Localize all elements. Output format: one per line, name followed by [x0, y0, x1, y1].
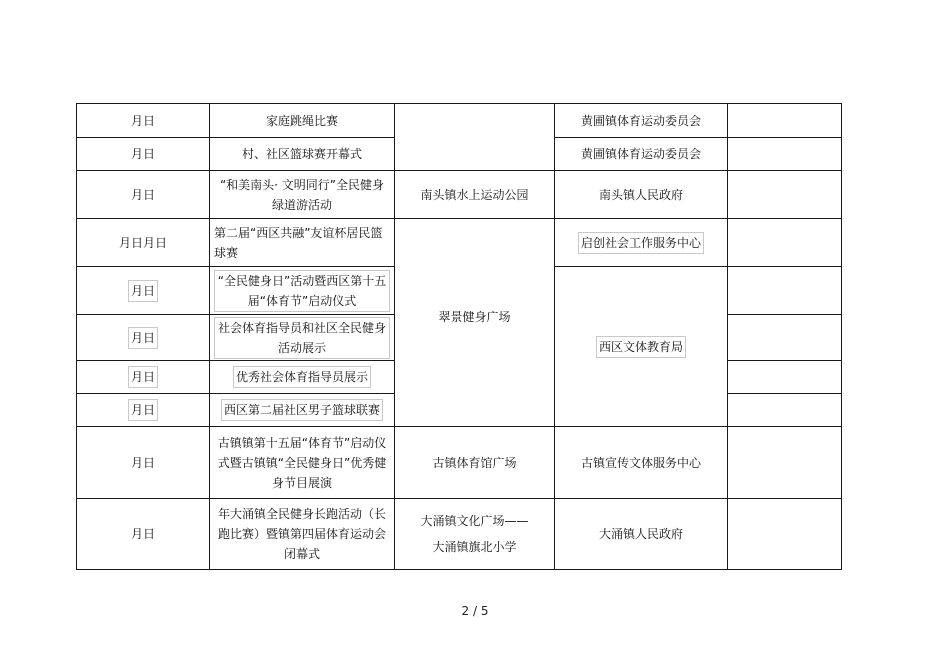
- event-text: 第二届“西区共融”友谊杯居民篮球赛: [214, 225, 383, 260]
- table-row: [77, 104, 842, 138]
- date-text: 月日: [130, 147, 155, 161]
- table-row: [77, 171, 842, 219]
- organizer-text: 西区文体教育局: [596, 336, 686, 358]
- event-text: 年大涌镇全民健身长跑活动（长跑比赛）暨镇第四届体育运动会闭幕式: [217, 507, 386, 561]
- organizer-text: 南头镇人民政府: [598, 187, 683, 202]
- date-text: 月日: [128, 280, 158, 302]
- venue-cell-empty: [395, 104, 555, 171]
- event-text: 优秀社会体育指导员展示: [233, 366, 371, 388]
- event-text: 古镇镇第十五届“体育节”启动仪式暨古镇镇“全民健身日”优秀健身节目展演: [217, 435, 387, 490]
- event-text: 社会体育指导员和社区全民健身活动展示: [214, 317, 390, 359]
- event-cell: [210, 171, 395, 219]
- venue-cell: [395, 171, 555, 219]
- date-cell: [77, 394, 210, 427]
- date-text: 月日: [128, 327, 158, 349]
- event-text: “和美南头· 文明同行”全民健身绿道游活动: [219, 177, 385, 212]
- notes-cell: [728, 138, 842, 171]
- venue-text-line1: 大涌镇文化广场——: [420, 514, 529, 528]
- event-cell: [210, 219, 395, 267]
- organizer-text: 启创社会工作服务中心: [578, 232, 704, 254]
- date-cell: [77, 138, 210, 171]
- event-text: 村、社区篮球赛开幕式: [241, 147, 362, 161]
- date-text: 月日: [130, 187, 155, 202]
- date-cell: [77, 499, 210, 570]
- notes-cell: [728, 267, 842, 315]
- venue-text-line2: 大涌镇旗北小学: [432, 540, 517, 554]
- organizer-text: 古镇宣传文体服务中心: [580, 455, 701, 470]
- date-text: 月日: [128, 399, 158, 421]
- table-row: [77, 427, 842, 499]
- event-text: “全民健身日”活动暨西区第十五届“体育节”启动仪式: [214, 270, 390, 312]
- event-text: 家庭跳绳比赛: [265, 113, 338, 128]
- table-row: [77, 499, 842, 570]
- event-cell: [210, 104, 395, 138]
- venue-text: 古镇体育馆广场: [432, 455, 517, 470]
- event-cell: [210, 427, 395, 499]
- date-cell: [77, 267, 210, 315]
- date-text: 月日: [130, 113, 155, 128]
- venue-cell-merged: [395, 219, 555, 427]
- event-cell: [210, 361, 395, 394]
- notes-cell: [728, 394, 842, 427]
- date-cell: [77, 361, 210, 394]
- organizer-cell: [555, 427, 728, 499]
- notes-cell: [728, 361, 842, 394]
- notes-cell: [728, 427, 842, 499]
- notes-cell: [728, 219, 842, 267]
- notes-cell: [728, 171, 842, 219]
- event-cell: [210, 315, 395, 361]
- table-row: [77, 219, 842, 267]
- event-cell: [210, 138, 395, 171]
- notes-cell: [728, 104, 842, 138]
- date-text: 月日: [130, 455, 155, 470]
- organizer-text: 黄圃镇体育运动委员会: [580, 147, 701, 161]
- organizer-cell: [555, 171, 728, 219]
- organizer-text: 黄圃镇体育运动委员会: [580, 113, 701, 128]
- organizer-cell: [555, 219, 728, 267]
- date-text: 月日: [128, 366, 158, 388]
- venue-cell: [395, 427, 555, 499]
- event-schedule-table: [76, 103, 842, 570]
- date-cell: [77, 219, 210, 267]
- organizer-cell-merged: [555, 267, 728, 427]
- date-text: 月日月日: [118, 235, 167, 250]
- notes-cell: [728, 315, 842, 361]
- venue-text: 南头镇水上运动公园: [420, 187, 529, 202]
- notes-cell: [728, 499, 842, 570]
- date-cell: [77, 315, 210, 361]
- date-text: 月日: [130, 527, 155, 541]
- organizer-cell: [555, 104, 728, 138]
- venue-text: 翠景健身广场: [438, 310, 511, 324]
- date-cell: [77, 104, 210, 138]
- date-cell: [77, 171, 210, 219]
- event-cell: [210, 394, 395, 427]
- event-cell: [210, 499, 395, 570]
- organizer-cell: [555, 499, 728, 570]
- event-cell: [210, 267, 395, 315]
- venue-cell: [395, 499, 555, 570]
- organizer-text: 大涌镇人民政府: [598, 527, 683, 541]
- event-text: 西区第二届社区男子篮球联赛: [221, 399, 383, 421]
- date-cell: [77, 427, 210, 499]
- organizer-cell: [555, 138, 728, 171]
- page-number: 2 / 5: [461, 604, 489, 618]
